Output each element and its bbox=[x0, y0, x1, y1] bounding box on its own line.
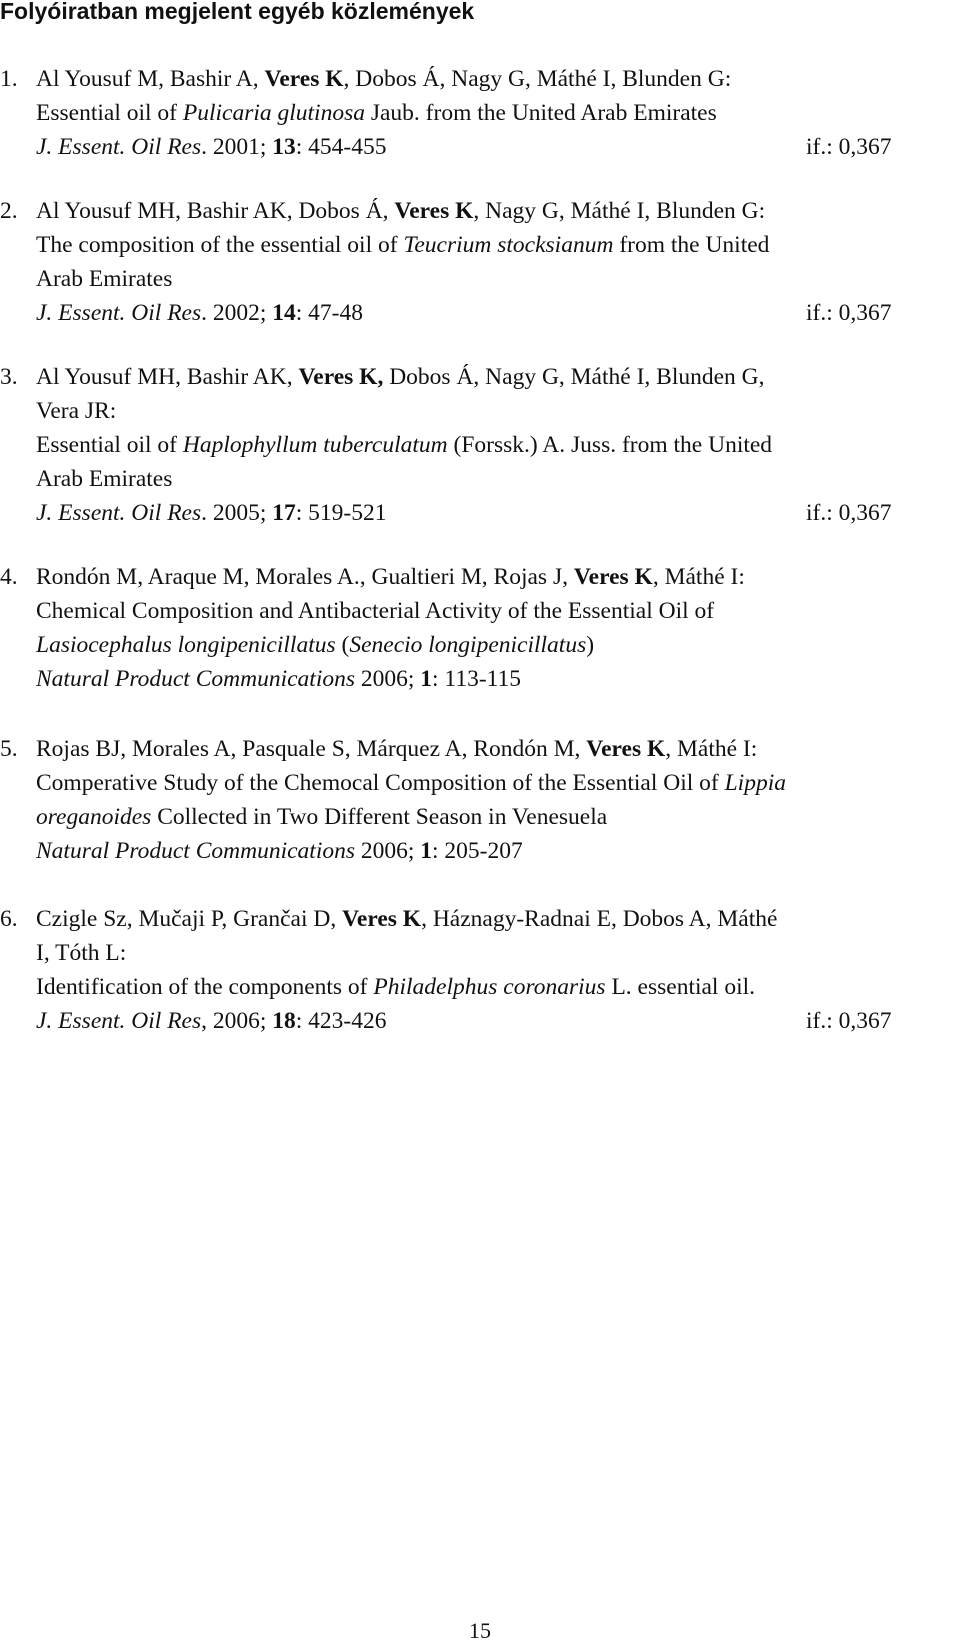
entry-number: 2. bbox=[0, 198, 18, 224]
volume: 1 bbox=[420, 838, 433, 864]
entry-title: Essential oil of Pulicaria glutinosa Jaub. from the United Arab Emirates bbox=[36, 100, 717, 126]
impact-factor: if.: 0,367 bbox=[806, 500, 892, 526]
entry-number: 4. bbox=[0, 564, 18, 590]
entry-authors-cont: I, Tóth L: bbox=[36, 940, 127, 966]
volume: 13 bbox=[272, 134, 296, 160]
volume: 1 bbox=[420, 666, 433, 692]
entry-number: 5. bbox=[0, 736, 18, 762]
entry-source: J. Essent. Oil Res. 2005; 17: 519-521 if.: 0,367 bbox=[36, 496, 924, 530]
journal-name: J. Essent. Oil Res bbox=[36, 300, 202, 326]
journal-name: J. Essent. Oil Res bbox=[36, 1008, 202, 1034]
entry-source: J. Essent. Oil Res. 2002; 14: 47-48 if.: 0,367 bbox=[36, 296, 924, 330]
entry-authors: Al Yousuf M, Bashir A, Veres K, Dobos Á, Nagy G, Máthé I, Blunden G: bbox=[36, 66, 732, 92]
entry-number: 6. bbox=[0, 906, 18, 932]
page-number: 15 bbox=[469, 1618, 491, 1643]
publication-entry bbox=[0, 194, 924, 330]
entry-authors-cont: Vera JR: bbox=[36, 398, 117, 424]
species-name: Lippia bbox=[724, 770, 786, 796]
species-name: Philadelphus coronarius bbox=[373, 974, 606, 1000]
entry-authors: Al Yousuf MH, Bashir AK, Veres K, Dobos Á, Nagy G, Máthé I, Blunden G, bbox=[36, 364, 765, 390]
section-heading: Folyóiratban megjelent egyéb közlemények bbox=[0, 0, 475, 24]
entry-number: 3. bbox=[0, 364, 18, 390]
highlighted-author: Veres K bbox=[264, 66, 344, 92]
entry-source: Natural Product Communications 2006; 1: 205-207 bbox=[36, 838, 523, 864]
impact-factor: if.: 0,367 bbox=[806, 134, 892, 160]
entry-authors: Rojas BJ, Morales A, Pasquale S, Márquez A, Rondón M, Veres K, Máthé I: bbox=[36, 736, 758, 762]
entry-title: Essential oil of Haplophyllum tuberculatum (Forssk.) A. Juss. from the United bbox=[36, 432, 773, 458]
publication-list bbox=[0, 62, 960, 1038]
volume: 14 bbox=[272, 300, 296, 326]
journal-name: J. Essent. Oil Res bbox=[36, 500, 202, 526]
highlighted-author: Veres K, bbox=[298, 364, 384, 390]
species-name: Haplophyllum tuberculatum bbox=[182, 432, 448, 458]
entry-source: J. Essent. Oil Res, 2006; 18: 423-426 if.: 0,367 bbox=[36, 1004, 924, 1038]
highlighted-author: Veres K bbox=[586, 736, 666, 762]
entry-title-cont: Arab Emirates bbox=[36, 266, 173, 292]
entry-source: J. Essent. Oil Res. 2001; 13: 454-455 if.: 0,367 bbox=[36, 130, 924, 164]
species-name: Lasiocephalus longipenicillatus bbox=[36, 632, 336, 658]
entry-title-cont: Arab Emirates bbox=[36, 466, 173, 492]
journal-name: J. Essent. Oil Res bbox=[36, 134, 202, 160]
impact-factor: if.: 0,367 bbox=[806, 1008, 892, 1034]
species-name: Teucrium stocksianum bbox=[403, 232, 614, 258]
entry-authors: Czigle Sz, Mučaji P, Grančai D, Veres K, Háznagy-Radnai E, Dobos A, Máthé bbox=[36, 906, 778, 932]
entry-authors: Al Yousuf MH, Bashir AK, Dobos Á, Veres K, Nagy G, Máthé I, Blunden G: bbox=[36, 198, 766, 224]
entry-title: Comperative Study of the Chemocal Composition of the Essential Oil of Lippia bbox=[36, 770, 786, 796]
entry-title-cont: oreganoides Collected in Two Different Season in Venesuela bbox=[36, 804, 608, 830]
entry-title: Identification of the components of Philadelphus coronarius L. essential oil. bbox=[36, 974, 756, 1000]
publication-entry bbox=[0, 902, 924, 1038]
impact-factor: if.: 0,367 bbox=[806, 300, 892, 326]
publication-entry bbox=[0, 62, 924, 164]
highlighted-author: Veres K bbox=[342, 906, 422, 932]
journal-name: Natural Product Communications bbox=[36, 838, 355, 864]
volume: 17 bbox=[272, 500, 296, 526]
highlighted-author: Veres K bbox=[573, 564, 653, 590]
entry-number: 1. bbox=[0, 66, 18, 92]
entry-source: Natural Product Communications 2006; 1: 113-115 bbox=[36, 666, 522, 692]
species-name: Pulicaria glutinosa bbox=[182, 100, 365, 126]
publication-entry bbox=[0, 560, 924, 696]
species-name-cont: oreganoides bbox=[36, 804, 152, 830]
highlighted-author: Veres K bbox=[394, 198, 474, 224]
entry-title-cont: Lasiocephalus longipenicillatus (Senecio longipenicillatus) bbox=[36, 632, 595, 658]
species-synonym: Senecio longipenicillatus bbox=[349, 632, 587, 658]
entry-title: Chemical Composition and Antibacterial Activity of the Essential Oil of bbox=[36, 598, 715, 624]
journal-name: Natural Product Communications bbox=[36, 666, 355, 692]
publication-entry bbox=[0, 732, 924, 868]
entry-title: The composition of the essential oil of Teucrium stocksianum from the United bbox=[36, 232, 770, 258]
entry-authors: Rondón M, Araque M, Morales A., Gualtieri M, Rojas J, Veres K, Máthé I: bbox=[36, 564, 745, 590]
publication-entry bbox=[0, 360, 924, 530]
volume: 18 bbox=[272, 1008, 296, 1034]
